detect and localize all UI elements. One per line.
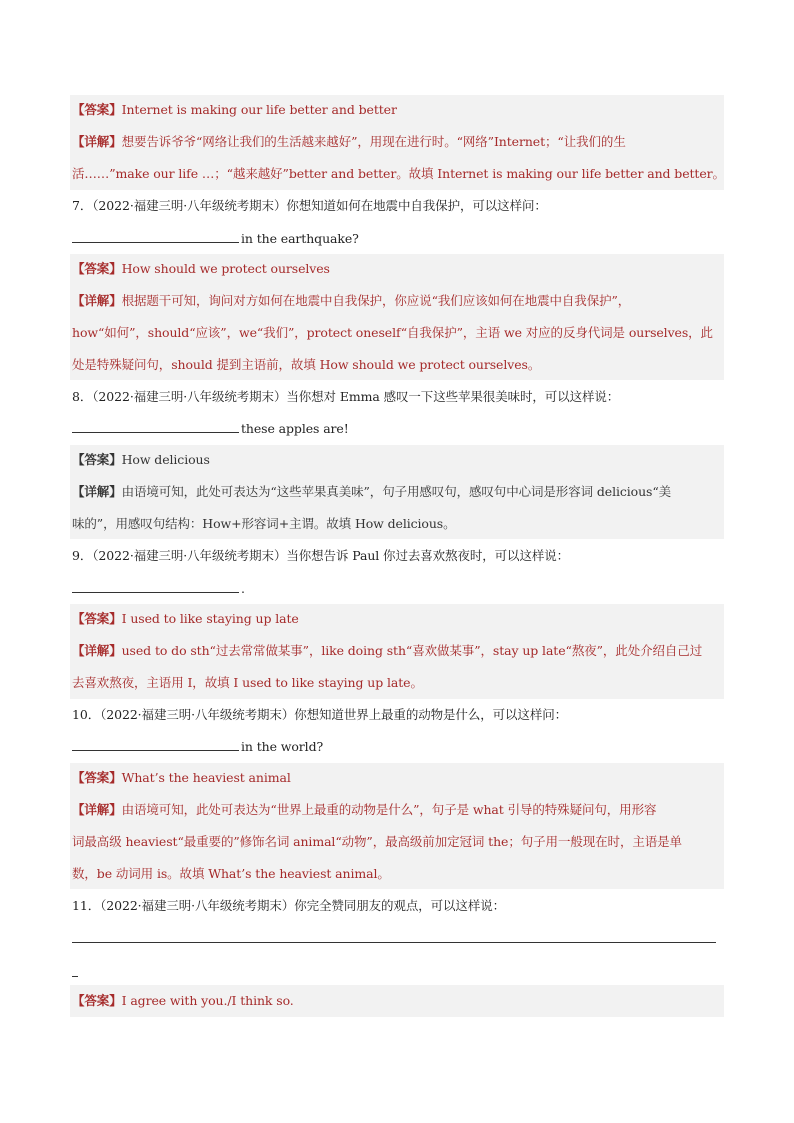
answer-line bbox=[72, 993, 724, 1009]
question-blank-line-9 bbox=[72, 580, 724, 597]
answer-line bbox=[72, 770, 724, 786]
detail-text: used to do sth“过去常常做某事”，like doing sth“喜欢做某事”，stay up late“熬夜”，此处介绍自己过 bbox=[121, 643, 703, 658]
detail-line: 去喜欢熬夜，主语用 I，故填 I used to like staying up late。 bbox=[72, 675, 423, 690]
detail-text: 由语境可知，此处可表达为“世界上最重的动物是什么”，句子是 what 引导的特殊疑问句，用形容 bbox=[121, 802, 657, 817]
answer-text: How should we protect ourselves bbox=[121, 261, 330, 276]
blank-suffix: in the world? bbox=[241, 739, 324, 754]
detail-line: 味的”，用感叹句结构：How+形容词+主谓。故填 How delicious。 bbox=[72, 516, 456, 531]
answer-blank[interactable] bbox=[72, 580, 239, 593]
detail-line bbox=[72, 134, 724, 150]
answer-blank-long[interactable] bbox=[72, 942, 716, 943]
answer-tag: 【答案】 bbox=[72, 452, 122, 467]
detail-text: 想要告诉爷爷“网络让我们的生活越来越好”，用现在进行时。“网络”Internet；“让我们的生 bbox=[121, 134, 626, 149]
blank-suffix: . bbox=[241, 581, 245, 596]
question-blank-line-8 bbox=[72, 420, 724, 437]
detail-text: 根据题干可知，询问对方如何在地震中自我保护，你应说“我们应该如何在地震中自我保护”， bbox=[121, 293, 631, 308]
detail-line: 数，be 动词用 is。故填 What’s the heaviest animal。 bbox=[72, 866, 390, 881]
answer-tag: 【答案】 bbox=[72, 770, 122, 785]
detail-tag: 【详解】 bbox=[72, 802, 122, 817]
detail-line: how“如何”，should“应该”，we“我们”，protect oneself“自我保护”，主语 we 对应的反身代词是 ourselves，此 bbox=[72, 325, 713, 340]
detail-line bbox=[72, 293, 724, 309]
answer-blank-tail bbox=[72, 976, 78, 977]
detail-tag: 【详解】 bbox=[72, 643, 122, 658]
detail-text: 由语境可知，此处可表达为“这些苹果真美味”，句子用感叹句，感叹句中心词是形容词 delicious“美 bbox=[121, 484, 672, 499]
answer-line bbox=[72, 611, 724, 627]
answer-tag: 【答案】 bbox=[72, 993, 122, 1008]
answer-blank[interactable] bbox=[72, 738, 239, 751]
detail-tag: 【详解】 bbox=[72, 134, 122, 149]
detail-tag: 【详解】 bbox=[72, 484, 122, 499]
question-stem-9: 9．（2022·福建三明·八年级统考期末）当你想告诉 Paul 你过去喜欢熬夜时，可以这样说： bbox=[72, 548, 570, 563]
detail-line: 词最高级 heaviest“最重要的”修饰名词 animal“动物”，最高级前加定冠词 the；句子用一般现在时，主语是单 bbox=[72, 834, 682, 849]
answer-blank[interactable] bbox=[72, 420, 239, 433]
answer-tag: 【答案】 bbox=[72, 102, 122, 117]
detail-line bbox=[72, 484, 724, 500]
answer-text: Internet is making our life better and better bbox=[121, 102, 397, 117]
answer-text: I agree with you./I think so. bbox=[121, 993, 294, 1008]
detail-tag: 【详解】 bbox=[72, 293, 122, 308]
answer-text: What’s the heaviest animal bbox=[121, 770, 291, 785]
question-blank-line-10 bbox=[72, 738, 724, 755]
question-blank-line-7 bbox=[72, 230, 724, 247]
detail-line: 活……”make our life …；“越来越好”better and better。故填 Internet is making our life better and better。 bbox=[72, 166, 725, 181]
answer-text: I used to like staying up late bbox=[121, 611, 299, 626]
detail-line: 处是特殊疑问句，should 提到主语前，故填 How should we protect ourselves。 bbox=[72, 357, 541, 372]
question-stem-11: 11．（2022·福建三明·八年级统考期末）你完全赞同朋友的观点，可以这样说： bbox=[72, 898, 506, 913]
answer-text: How delicious bbox=[121, 452, 210, 467]
blank-suffix: these apples are! bbox=[241, 421, 349, 436]
question-stem-10: 10．（2022·福建三明·八年级统考期末）你想知道世界上最重的动物是什么，可以这样问： bbox=[72, 707, 568, 722]
answer-line bbox=[72, 261, 724, 277]
answer-line bbox=[72, 102, 724, 118]
answer-tag: 【答案】 bbox=[72, 261, 122, 276]
question-stem-7: 7．（2022·福建三明·八年级统考期末）你想知道如何在地震中自我保护，可以这样问： bbox=[72, 198, 547, 213]
question-stem-8: 8．（2022·福建三明·八年级统考期末）当你想对 Emma 感叹一下这些苹果很美味时，可以这样说： bbox=[72, 389, 620, 404]
detail-line bbox=[72, 802, 724, 818]
answer-line bbox=[72, 452, 724, 468]
answer-tag: 【答案】 bbox=[72, 611, 122, 626]
detail-line bbox=[72, 643, 724, 659]
answer-blank[interactable] bbox=[72, 230, 239, 243]
blank-suffix: in the earthquake? bbox=[241, 231, 359, 246]
